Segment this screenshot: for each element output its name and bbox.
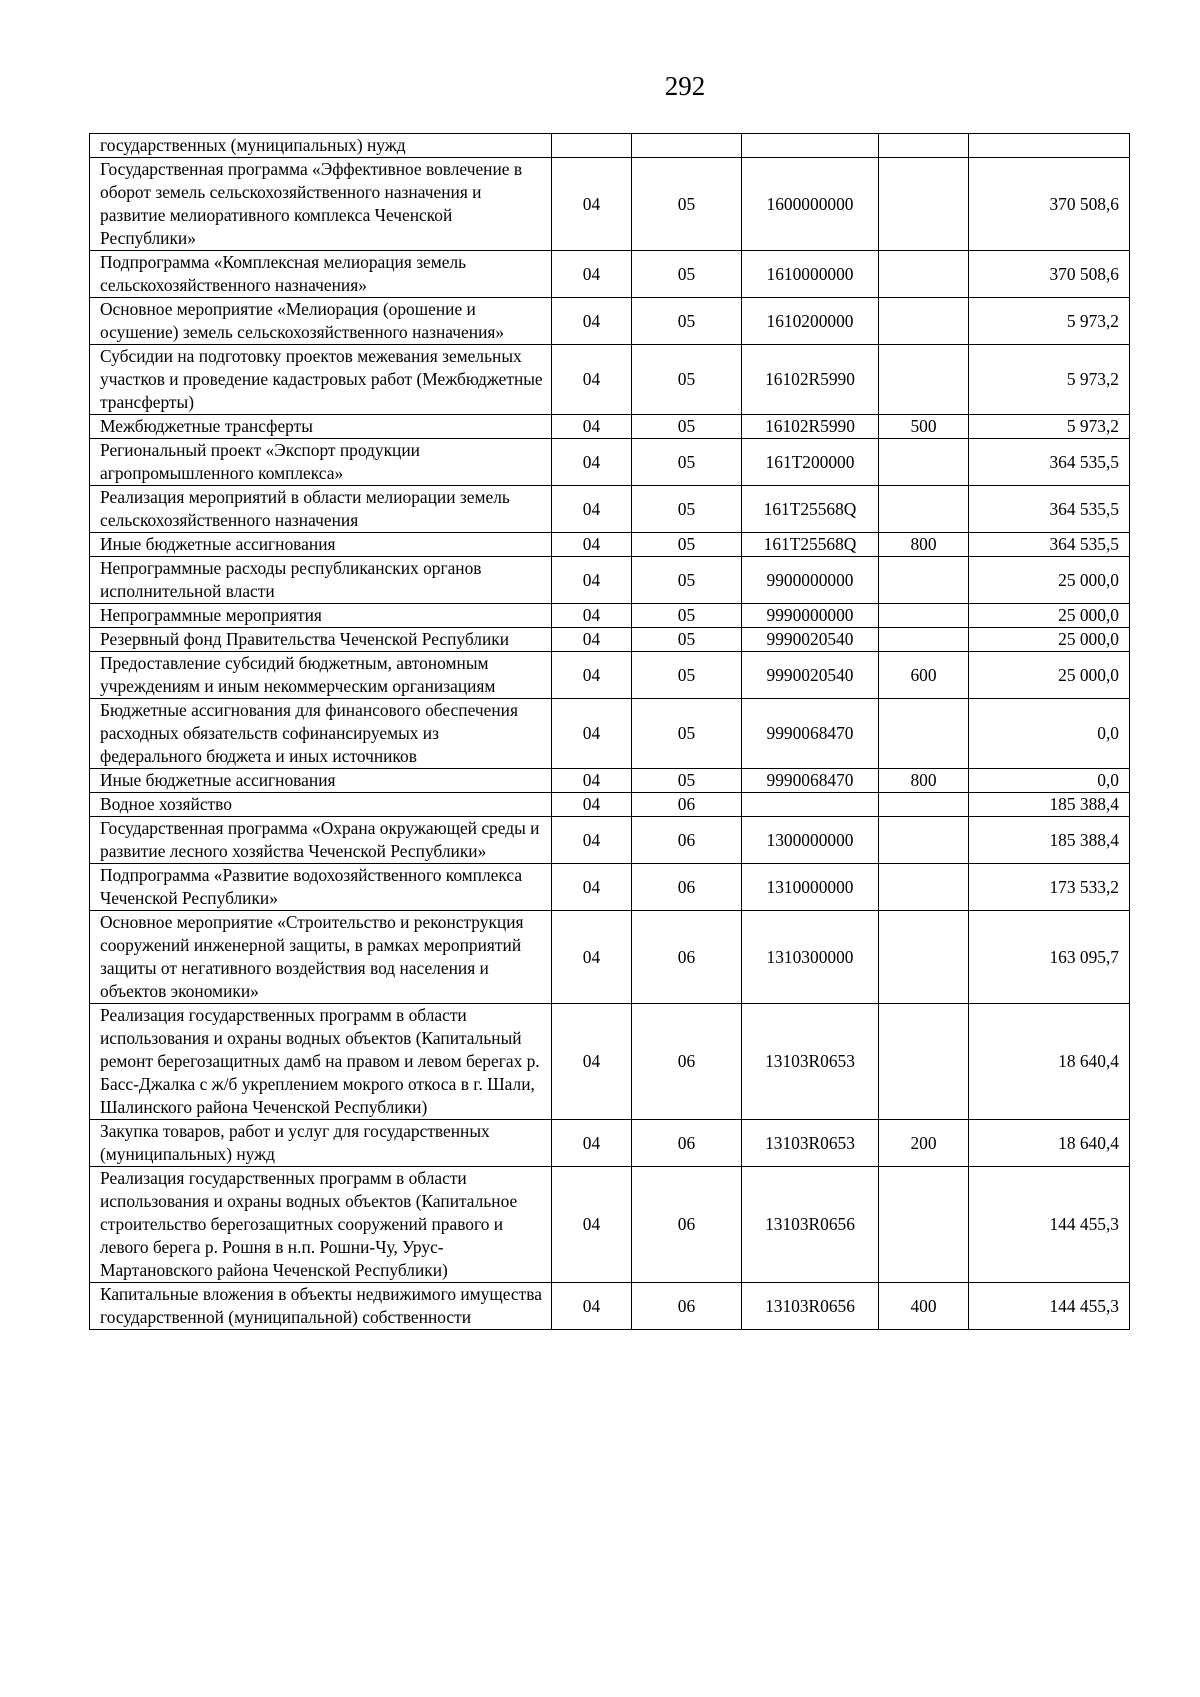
amount-cell: 5 973,2 bbox=[969, 345, 1130, 415]
expense-type-cell: 400 bbox=[879, 1283, 969, 1330]
expense-type-cell bbox=[879, 439, 969, 486]
table-row bbox=[90, 652, 1130, 699]
amount-cell: 18 640,4 bbox=[969, 1120, 1130, 1167]
subsection-code-cell: 05 bbox=[632, 769, 742, 793]
section-code-cell: 04 bbox=[552, 557, 632, 604]
target-article-cell: 1310000000 bbox=[742, 864, 879, 911]
subsection-code-cell: 05 bbox=[632, 604, 742, 628]
target-article-cell: 9990068470 bbox=[742, 699, 879, 769]
section-code-cell: 04 bbox=[552, 251, 632, 298]
row-name-cell: Иные бюджетные ассигнования bbox=[90, 769, 552, 793]
expense-type-cell bbox=[879, 864, 969, 911]
subsection-code-cell bbox=[632, 134, 742, 158]
subsection-code-cell: 05 bbox=[632, 652, 742, 699]
row-name-cell: Закупка товаров, работ и услуг для государственных (муниципальных) нужд bbox=[90, 1120, 552, 1167]
target-article-cell: 9990000000 bbox=[742, 604, 879, 628]
amount-cell: 25 000,0 bbox=[969, 628, 1130, 652]
expense-type-cell: 800 bbox=[879, 769, 969, 793]
section-code-cell: 04 bbox=[552, 439, 632, 486]
section-code-cell bbox=[552, 134, 632, 158]
row-name-cell: Иные бюджетные ассигнования bbox=[90, 533, 552, 557]
row-name-cell: Основное мероприятие «Мелиорация (орошение и осушение) земель сельскохозяйственного назначения» bbox=[90, 298, 552, 345]
row-name-cell: Непрограммные расходы республиканских органов исполнительной власти bbox=[90, 557, 552, 604]
row-name-cell: Субсидии на подготовку проектов межевания земельных участков и проведение кадастровых работ (Межбюджетные трансферты) bbox=[90, 345, 552, 415]
row-name-cell: Бюджетные ассигнования для финансового обеспечения расходных обязательств софинансируемых из федерального бюджета и иных источников bbox=[90, 699, 552, 769]
amount-cell: 370 508,6 bbox=[969, 158, 1130, 251]
subsection-code-cell: 05 bbox=[632, 533, 742, 557]
subsection-code-cell: 05 bbox=[632, 158, 742, 251]
subsection-code-cell: 06 bbox=[632, 793, 742, 817]
section-code-cell: 04 bbox=[552, 604, 632, 628]
budget-table bbox=[89, 133, 1130, 1330]
section-code-cell: 04 bbox=[552, 628, 632, 652]
row-name-cell: Основное мероприятие «Строительство и реконструкция сооружений инженерной защиты, в рамках мероприятий защиты от негативного воздействия вод населения и объектов экономики» bbox=[90, 911, 552, 1004]
table-row bbox=[90, 1167, 1130, 1283]
amount-cell: 0,0 bbox=[969, 769, 1130, 793]
row-name-cell: Водное хозяйство bbox=[90, 793, 552, 817]
row-name-cell: Капитальные вложения в объекты недвижимого имущества государственной (муниципальной) собственности bbox=[90, 1283, 552, 1330]
section-code-cell: 04 bbox=[552, 158, 632, 251]
section-code-cell: 04 bbox=[552, 1167, 632, 1283]
target-article-cell: 1300000000 bbox=[742, 817, 879, 864]
table-row bbox=[90, 1004, 1130, 1120]
section-code-cell: 04 bbox=[552, 533, 632, 557]
section-code-cell: 04 bbox=[552, 415, 632, 439]
table-row bbox=[90, 158, 1130, 251]
section-code-cell: 04 bbox=[552, 769, 632, 793]
section-code-cell: 04 bbox=[552, 864, 632, 911]
subsection-code-cell: 06 bbox=[632, 864, 742, 911]
table-row bbox=[90, 817, 1130, 864]
target-article-cell bbox=[742, 134, 879, 158]
subsection-code-cell: 06 bbox=[632, 1167, 742, 1283]
target-article-cell: 13103R0653 bbox=[742, 1120, 879, 1167]
table-row bbox=[90, 134, 1130, 158]
amount-cell: 370 508,6 bbox=[969, 251, 1130, 298]
section-code-cell: 04 bbox=[552, 817, 632, 864]
subsection-code-cell: 06 bbox=[632, 1120, 742, 1167]
amount-cell: 0,0 bbox=[969, 699, 1130, 769]
target-article-cell: 161T200000 bbox=[742, 439, 879, 486]
table-row bbox=[90, 911, 1130, 1004]
section-code-cell: 04 bbox=[552, 486, 632, 533]
expense-type-cell bbox=[879, 604, 969, 628]
subsection-code-cell: 05 bbox=[632, 486, 742, 533]
subsection-code-cell: 06 bbox=[632, 817, 742, 864]
table-row bbox=[90, 1283, 1130, 1330]
row-name-cell: Региональный проект «Экспорт продукции агропромышленного комплекса» bbox=[90, 439, 552, 486]
amount-cell: 364 535,5 bbox=[969, 439, 1130, 486]
subsection-code-cell: 05 bbox=[632, 557, 742, 604]
subsection-code-cell: 05 bbox=[632, 415, 742, 439]
amount-cell: 5 973,2 bbox=[969, 415, 1130, 439]
table-row bbox=[90, 628, 1130, 652]
expense-type-cell bbox=[879, 486, 969, 533]
row-name-cell: Реализация мероприятий в области мелиорации земель сельскохозяйственного назначения bbox=[90, 486, 552, 533]
amount-cell: 5 973,2 bbox=[969, 298, 1130, 345]
expense-type-cell bbox=[879, 817, 969, 864]
table-row bbox=[90, 298, 1130, 345]
target-article-cell: 1610000000 bbox=[742, 251, 879, 298]
table-row bbox=[90, 345, 1130, 415]
subsection-code-cell: 05 bbox=[632, 251, 742, 298]
table-row bbox=[90, 793, 1130, 817]
target-article-cell: 9990068470 bbox=[742, 769, 879, 793]
amount-cell: 144 455,3 bbox=[969, 1167, 1130, 1283]
subsection-code-cell: 05 bbox=[632, 628, 742, 652]
target-article-cell: 161T25568Q bbox=[742, 533, 879, 557]
row-name-cell: Межбюджетные трансферты bbox=[90, 415, 552, 439]
row-name-cell: Реализация государственных программ в области использования и охраны водных объектов (Капитальный ремонт берегозащитных дамб на правом и левом берегах р. Басс-Джалка с ж/б укреплением мокрого откоса в г. Шали, Шалинского района Чеченской Республики) bbox=[90, 1004, 552, 1120]
expense-type-cell bbox=[879, 699, 969, 769]
section-code-cell: 04 bbox=[552, 652, 632, 699]
subsection-code-cell: 05 bbox=[632, 298, 742, 345]
row-name-cell: Подпрограмма «Комплексная мелиорация земель сельскохозяйственного назначения» bbox=[90, 251, 552, 298]
table-row bbox=[90, 769, 1130, 793]
subsection-code-cell: 06 bbox=[632, 911, 742, 1004]
expense-type-cell bbox=[879, 134, 969, 158]
section-code-cell: 04 bbox=[552, 1120, 632, 1167]
expense-type-cell: 800 bbox=[879, 533, 969, 557]
amount-cell: 25 000,0 bbox=[969, 557, 1130, 604]
target-article-cell: 1600000000 bbox=[742, 158, 879, 251]
table-row bbox=[90, 251, 1130, 298]
subsection-code-cell: 05 bbox=[632, 439, 742, 486]
row-name-cell: Государственная программа «Охрана окружающей среды и развитие лесного хозяйства Чеченской Республики» bbox=[90, 817, 552, 864]
amount-cell: 163 095,7 bbox=[969, 911, 1130, 1004]
table-row bbox=[90, 604, 1130, 628]
target-article-cell: 9990020540 bbox=[742, 628, 879, 652]
section-code-cell: 04 bbox=[552, 911, 632, 1004]
amount-cell: 185 388,4 bbox=[969, 817, 1130, 864]
table-body bbox=[90, 134, 1130, 1330]
target-article-cell: 16102R5990 bbox=[742, 415, 879, 439]
table-row bbox=[90, 1120, 1130, 1167]
expense-type-cell: 200 bbox=[879, 1120, 969, 1167]
target-article-cell: 1610200000 bbox=[742, 298, 879, 345]
table-row bbox=[90, 486, 1130, 533]
target-article-cell: 16102R5990 bbox=[742, 345, 879, 415]
subsection-code-cell: 05 bbox=[632, 699, 742, 769]
row-name-cell: Государственная программа «Эффективное вовлечение в оборот земель сельскохозяйственного назначения и развитие мелиоративного комплекса Чеченской Республики» bbox=[90, 158, 552, 251]
expense-type-cell: 600 bbox=[879, 652, 969, 699]
section-code-cell: 04 bbox=[552, 1004, 632, 1120]
table-row bbox=[90, 864, 1130, 911]
expense-type-cell bbox=[879, 793, 969, 817]
amount-cell: 18 640,4 bbox=[969, 1004, 1130, 1120]
section-code-cell: 04 bbox=[552, 345, 632, 415]
amount-cell: 185 388,4 bbox=[969, 793, 1130, 817]
row-name-cell: Реализация государственных программ в области использования и охраны водных объектов (Капитальное строительство берегозащитных сооружений правого и левого берега р. Рошня в н.п. Рошни-Чу, Урус-Мартановского района Чеченской Республики) bbox=[90, 1167, 552, 1283]
page-number: 292 bbox=[664, 71, 706, 101]
amount-cell: 25 000,0 bbox=[969, 652, 1130, 699]
section-code-cell: 04 bbox=[552, 1283, 632, 1330]
target-article-cell: 9990020540 bbox=[742, 652, 879, 699]
target-article-cell bbox=[742, 793, 879, 817]
section-code-cell: 04 bbox=[552, 298, 632, 345]
expense-type-cell bbox=[879, 628, 969, 652]
target-article-cell: 13103R0653 bbox=[742, 1004, 879, 1120]
amount-cell: 144 455,3 bbox=[969, 1283, 1130, 1330]
amount-cell bbox=[969, 134, 1130, 158]
expense-type-cell bbox=[879, 345, 969, 415]
table-row bbox=[90, 439, 1130, 486]
row-name-cell: Предоставление субсидий бюджетным, автономным учреждениям и иным некоммерческим организациям bbox=[90, 652, 552, 699]
row-name-cell: государственных (муниципальных) нужд bbox=[90, 134, 552, 158]
table-row bbox=[90, 415, 1130, 439]
expense-type-cell bbox=[879, 557, 969, 604]
amount-cell: 173 533,2 bbox=[969, 864, 1130, 911]
row-name-cell: Подпрограмма «Развитие водохозяйственного комплекса Чеченской Республики» bbox=[90, 864, 552, 911]
table-row bbox=[90, 533, 1130, 557]
amount-cell: 364 535,5 bbox=[969, 486, 1130, 533]
expense-type-cell bbox=[879, 1167, 969, 1283]
expense-type-cell bbox=[879, 158, 969, 251]
row-name-cell: Непрограммные мероприятия bbox=[90, 604, 552, 628]
target-article-cell: 13103R0656 bbox=[742, 1167, 879, 1283]
subsection-code-cell: 06 bbox=[632, 1283, 742, 1330]
table-row bbox=[90, 557, 1130, 604]
row-name-cell: Резервный фонд Правительства Чеченской Республики bbox=[90, 628, 552, 652]
amount-cell: 25 000,0 bbox=[969, 604, 1130, 628]
expense-type-cell bbox=[879, 251, 969, 298]
expense-type-cell bbox=[879, 911, 969, 1004]
target-article-cell: 161T25568Q bbox=[742, 486, 879, 533]
target-article-cell: 9900000000 bbox=[742, 557, 879, 604]
subsection-code-cell: 05 bbox=[632, 345, 742, 415]
table-row bbox=[90, 699, 1130, 769]
expense-type-cell bbox=[879, 1004, 969, 1120]
target-article-cell: 13103R0656 bbox=[742, 1283, 879, 1330]
amount-cell: 364 535,5 bbox=[969, 533, 1130, 557]
subsection-code-cell: 06 bbox=[632, 1004, 742, 1120]
expense-type-cell bbox=[879, 298, 969, 345]
target-article-cell: 1310300000 bbox=[742, 911, 879, 1004]
section-code-cell: 04 bbox=[552, 699, 632, 769]
expense-type-cell: 500 bbox=[879, 415, 969, 439]
section-code-cell: 04 bbox=[552, 793, 632, 817]
